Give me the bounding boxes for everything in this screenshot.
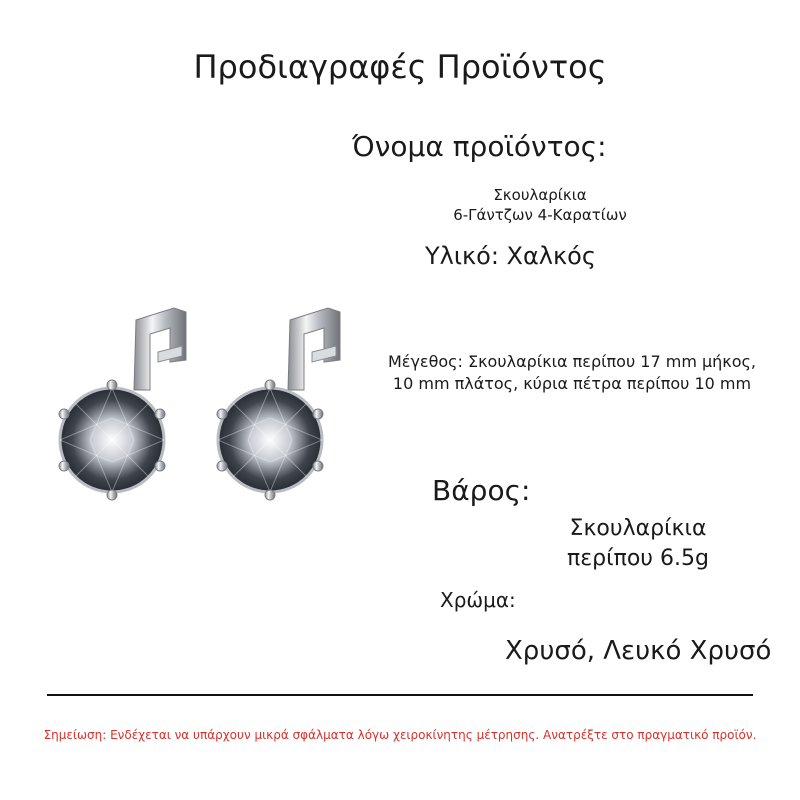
weight-line-2: περίπου 6.5g (567, 546, 709, 571)
page-title: Προδιαγραφές Προϊόντος (193, 48, 607, 86)
product-name-line-2: 6-Γάντζων 4-Καρατίων (453, 206, 627, 224)
weight-value (538, 514, 738, 574)
color-label: Χρώμα: (440, 588, 516, 612)
size-line-2: 10 mm πλάτος, κύρια πέτρα περίπου 10 mm (392, 374, 752, 393)
weight-line-1: Σκουλαρίκια (569, 516, 707, 541)
product-name-label: Όνομα προϊόντος: (352, 130, 607, 163)
weight-label: Βάρος: (432, 474, 531, 507)
size-line-1: Μέγεθος: Σκουλαρίκια περίπου 17 mm μήκος, (388, 352, 756, 371)
measurement-note: Σημείωση: Ενδέχεται να υπάρχουν μικρά σφάλματα λόγω χειροκίνητης μέτρησης. Ανατρέξτε στο πραγματικό προϊόν. (43, 728, 757, 742)
size-spec (352, 351, 792, 395)
product-name-line-1: Σκουλαρίκια (493, 186, 587, 204)
divider-line (47, 694, 753, 696)
earring-left (59, 308, 186, 500)
color-value: Χρυσό, Λευκό Χρυσό (505, 636, 772, 666)
material-spec: Υλικό: Χαλκός (425, 242, 596, 270)
earring-right (217, 308, 340, 500)
earrings-product-image (50, 290, 370, 520)
product-name-value (390, 185, 690, 225)
